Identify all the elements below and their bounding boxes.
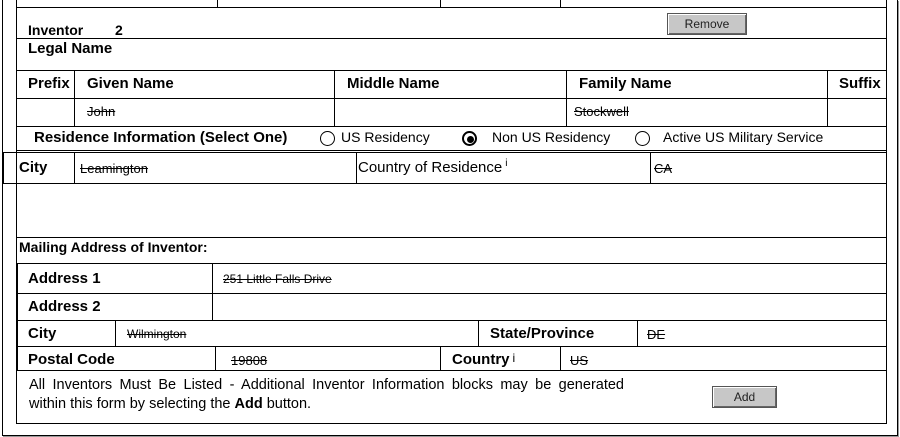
mailing-city-label: City [28,325,57,342]
prefix-field[interactable] [17,99,74,126]
military-service-radio[interactable] [635,131,650,146]
us-residency-radio[interactable] [320,131,335,146]
mailing-country-label: Country $^i$ [452,351,516,368]
remove-button[interactable]: Remove [667,13,747,35]
residence-city-field[interactable]: Leamington [80,161,148,176]
non-us-residency-radio[interactable] [462,131,477,146]
info-icon[interactable]: i [505,158,508,169]
inventor-label: Inventor [28,22,84,38]
address1-field[interactable]: 251 Little Falls Drive [223,272,332,286]
address2-field[interactable] [213,294,886,320]
form-frame [2,0,898,436]
non-us-residency-label: Non US Residency [492,129,611,145]
middle-name-header: Middle Name [347,75,440,92]
mailing-country-field[interactable]: US [570,353,589,368]
given-name-header: Given Name [87,75,174,92]
prefix-header: Prefix [28,75,70,92]
address1-label: Address 1 [28,270,101,287]
mailing-city-field[interactable]: Wilmington [127,327,187,341]
add-button[interactable]: Add [712,386,777,408]
suffix-header: Suffix [839,75,881,92]
mailing-address-heading: Mailing Address of Inventor: [19,239,208,255]
residence-label: Residence Information (Select One) [34,129,288,146]
country-of-residence-label: Country of Residence $^i$ [358,158,508,176]
us-residency-label: US Residency [341,129,430,145]
country-of-residence-field[interactable]: CA [654,161,673,176]
legal-name-heading: Legal Name [28,40,113,57]
info-icon[interactable]: i [512,351,516,365]
postal-code-field[interactable]: 19808 [231,353,268,368]
inventor-block [16,0,887,424]
postal-code-label: Postal Code [28,351,115,368]
inventor-number: 2 [115,22,123,38]
suffix-field[interactable] [828,99,886,126]
middle-name-field[interactable] [335,99,566,126]
residence-city-label: City [19,159,48,176]
family-name-field[interactable]: Stockwell [574,104,629,119]
given-name-field[interactable]: John [87,104,116,119]
military-service-label: Active US Military Service [663,129,824,145]
address2-label: Address 2 [28,298,101,315]
state-province-label: State/Province [490,325,595,342]
add-inventor-note: All Inventors Must Be Listed - Additional Inventor Information blocks may be generated within this form by selecting the Add button. [29,377,624,412]
state-province-field[interactable]: DE [647,327,666,342]
family-name-header: Family Name [579,75,672,92]
